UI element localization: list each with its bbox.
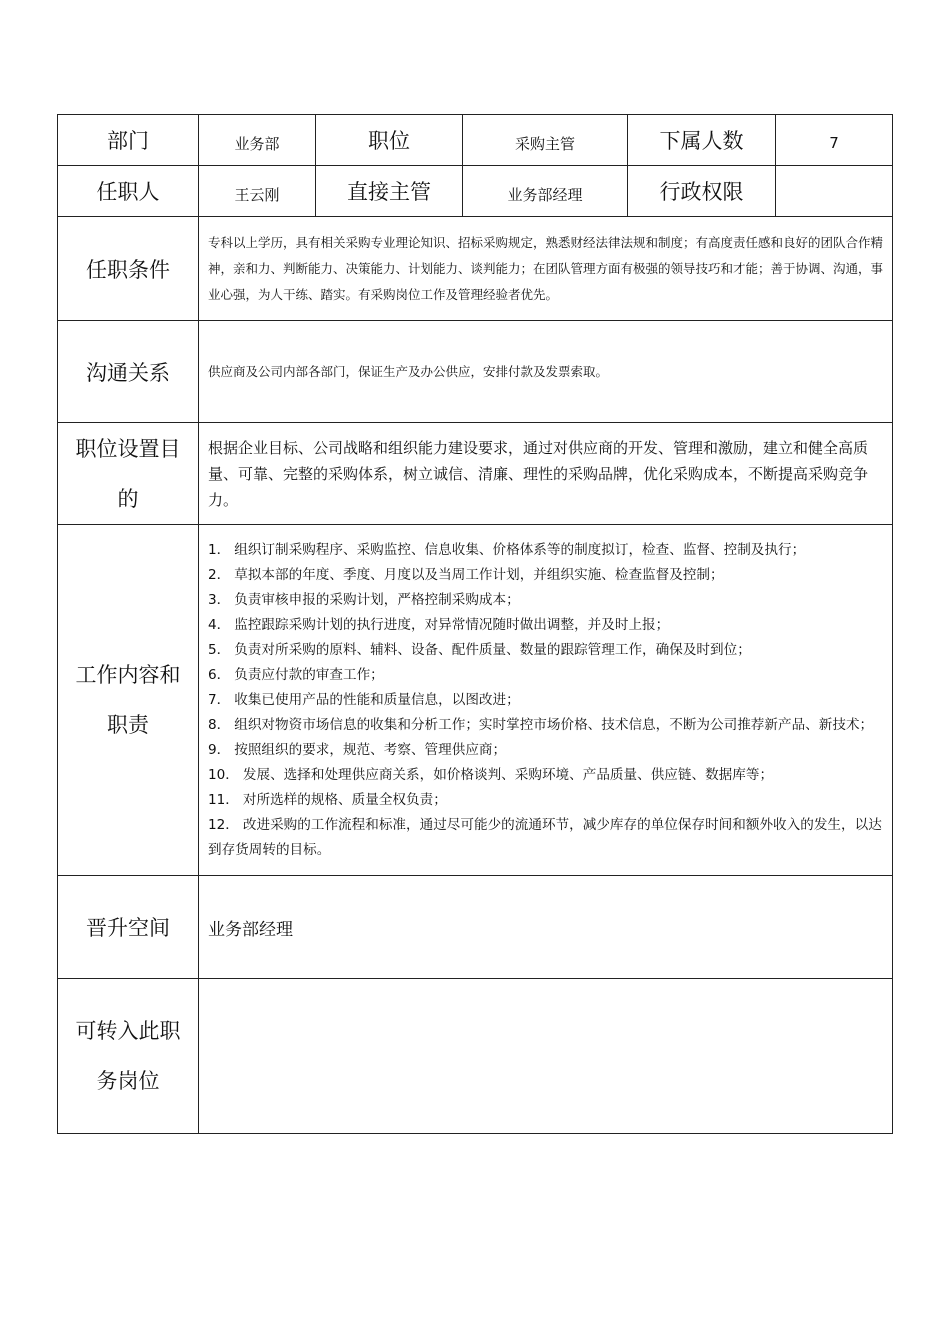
duties-label-line-1: 工作内容和 (75, 663, 181, 687)
purpose-label (58, 423, 199, 525)
duty-item (208, 588, 886, 613)
promotion-text: 业务部经理 (199, 876, 893, 979)
transfer-label (58, 979, 199, 1134)
header-row-1 (58, 115, 893, 166)
duty-number: 10． (208, 766, 239, 783)
duty-item (208, 788, 886, 813)
duty-number: 3． (208, 591, 231, 608)
duties-label-line-2: 职责 (107, 713, 149, 737)
duty-number: 2． (208, 566, 231, 583)
duty-item (208, 738, 886, 763)
header-row-2 (58, 166, 893, 217)
subordinates-value: 7 (776, 115, 893, 166)
qualifications-label: 任职条件 (58, 217, 199, 321)
duty-text: 按照组织的要求，规范、考察、管理供应商； (234, 741, 507, 758)
duty-text: 发展、选择和处理供应商关系，如价格谈判、采购环境、产品质量、供应链、数据库等； (242, 766, 774, 783)
duty-number: 4． (208, 616, 231, 633)
duty-text: 改进采购的工作流程和标准，通过尽可能少的流通环节，减少库存的单位保存时间和额外收入的发生，以达到存货周转的目标。 (208, 816, 882, 858)
duty-item (208, 713, 886, 738)
duty-item (208, 613, 886, 638)
duty-item (208, 663, 886, 688)
duty-number: 8． (208, 716, 231, 733)
transfer-label-line-2: 务岗位 (96, 1069, 160, 1093)
communication-label: 沟通关系 (58, 321, 199, 423)
qualifications-text: 专科以上学历，具有相关采购专业理论知识、招标采购规定，熟悉财经法律法规和制度；有高度责任感和良好的团队合作精神，亲和力、判断能力、决策能力、计划能力、谈判能力；在团队管理方面有极强的领导技巧和才能；善于协调、沟通，事业心强，为人干练、踏实。有采购岗位工作及管理经验者优先。 (199, 217, 893, 321)
duty-text: 组织对物资市场信息的收集和分析工作；实时掌控市场价格、技术信息，不断为公司推荐新产品、新技术； (234, 716, 874, 733)
duty-item (208, 688, 886, 713)
purpose-label-line-2: 的 (117, 486, 139, 511)
promotion-row (58, 876, 893, 979)
duty-text: 负责对所采购的原料、辅料、设备、配件质量、数量的跟踪管理工作，确保及时到位； (234, 641, 751, 658)
duties-row (58, 525, 893, 876)
holder-label: 任职人 (58, 166, 199, 217)
job-description-table (57, 114, 893, 1134)
duty-number: 1． (208, 541, 231, 558)
purpose-label-line-1: 职位设置目 (75, 436, 181, 461)
duty-item (208, 763, 886, 788)
duty-item (208, 638, 886, 663)
duty-item (208, 813, 886, 863)
communication-text: 供应商及公司内部各部门，保证生产及办公供应，安排付款及发票索取。 (199, 321, 893, 423)
duty-text: 负责审核申报的采购计划，严格控制采购成本； (234, 591, 520, 608)
duty-number: 12． (208, 816, 239, 833)
duty-text: 草拟本部的年度、季度、月度以及当周工作计划，并组织实施、检查监督及控制； (234, 566, 724, 583)
supervisor-value: 业务部经理 (463, 166, 628, 217)
duty-text: 监控跟踪采购计划的执行进度，对异常情况随时做出调整，并及时上报； (234, 616, 670, 633)
transfer-row (58, 979, 893, 1134)
supervisor-label: 直接主管 (316, 166, 463, 217)
admin-authority-label: 行政权限 (628, 166, 776, 217)
position-value: 采购主管 (463, 115, 628, 166)
qualifications-row (58, 217, 893, 321)
transfer-label-line-1: 可转入此职 (75, 1019, 181, 1043)
communication-row (58, 321, 893, 423)
duty-number: 11． (208, 791, 239, 808)
duties-label (58, 525, 199, 876)
purpose-text: 根据企业目标、公司战略和组织能力建设要求，通过对供应商的开发、管理和激励，建立和健全高质量、可靠、完整的采购体系，树立诚信、清廉、理性的采购品牌，优化采购成本，不断提高采购竞争力。 (199, 423, 893, 525)
duty-text: 负责应付款的审查工作； (234, 666, 384, 683)
duty-item (208, 538, 886, 563)
department-value: 业务部 (199, 115, 316, 166)
duties-list (199, 525, 893, 876)
admin-authority-value (776, 166, 893, 217)
subordinates-label: 下属人数 (628, 115, 776, 166)
duty-number: 7． (208, 691, 231, 708)
duty-number: 9． (208, 741, 231, 758)
holder-value: 王云刚 (199, 166, 316, 217)
duty-text: 对所选样的规格、质量全权负责； (242, 791, 447, 808)
duty-number: 5． (208, 641, 231, 658)
duty-item (208, 563, 886, 588)
position-label: 职位 (316, 115, 463, 166)
duty-number: 6． (208, 666, 231, 683)
promotion-label: 晋升空间 (58, 876, 199, 979)
duty-text: 组织订制采购程序、采购监控、信息收集、价格体系等的制度拟订，检查、监督、控制及执行； (234, 541, 806, 558)
department-label: 部门 (58, 115, 199, 166)
duty-text: 收集已使用产品的性能和质量信息，以图改进； (234, 691, 520, 708)
transfer-text (199, 979, 893, 1134)
purpose-row (58, 423, 893, 525)
